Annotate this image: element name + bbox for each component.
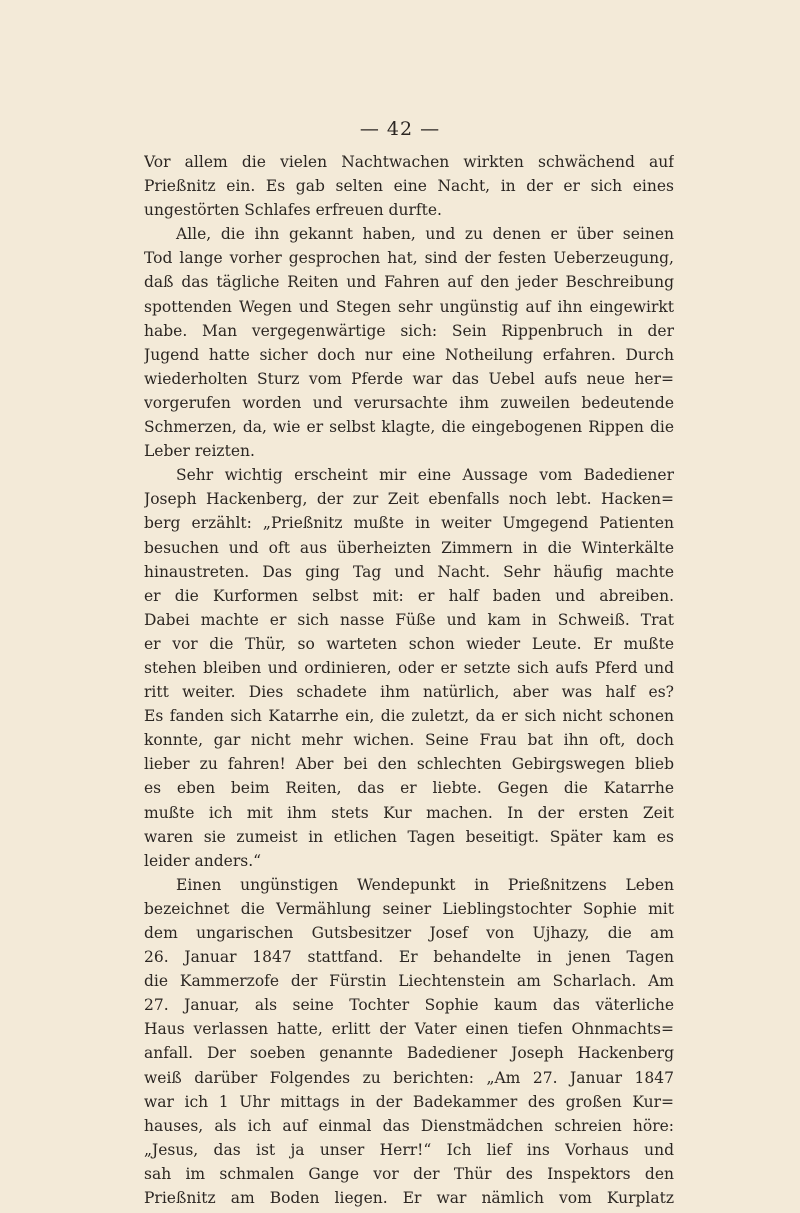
- text-line: Vor allem die vielen Nachtwachen wirkten schwächend auf: [144, 153, 674, 171]
- text-line: anfall. Der soeben genannte Badediener Joseph Hackenberg: [144, 1044, 674, 1063]
- text-line: Prießnitz ein. Es gab selten eine Nacht, in der er sich eines: [144, 177, 674, 196]
- text-line: bezeichnet die Vermählung seiner Lieblingstochter Sophie mit: [144, 899, 674, 918]
- text-line: daß das tägliche Reiten und Fahren auf den jeder Beschreibung: [144, 273, 674, 292]
- text-line: Prießnitz am Boden liegen. Er war nämlich vom Kurplatz: [144, 1189, 674, 1208]
- text-line: weiß darüber Folgendes zu berichten: „Am 27. Januar 1847: [144, 1068, 674, 1087]
- text-line: mußte ich mit ihm stets Kur machen. In der ersten Zeit: [144, 803, 674, 822]
- text-line: hauses, als ich auf einmal das Dienstmädchen schreien höre:: [144, 1116, 674, 1135]
- text-line: berg erzählt: „Prießnitz mußte in weiter Umgegend Patienten: [144, 514, 674, 533]
- text-line: vorgerufen worden und verursachte ihm zuweilen bedeutende: [144, 393, 674, 412]
- text-line: lieber zu fahren! Aber bei den schlechten Gebirgswegen blieb: [144, 755, 674, 774]
- text-line: Leber reizten.: [144, 442, 255, 461]
- text-line: waren sie zumeist in etlichen Tagen beseitigt. Später kam es: [144, 827, 674, 846]
- text-line: Schmerzen, da, wie er selbst klagte, die eingebogenen Rippen die: [144, 418, 674, 437]
- text-line: „Jesus, das ist ja unser Herr!“ Ich lief ins Vorhaus und: [144, 1140, 674, 1159]
- body-text: [144, 150, 674, 1210]
- text-line: Sehr wichtig erscheint mir eine Aussage vom Badediener: [176, 466, 674, 485]
- text-line: ritt weiter. Dies schadete ihm natürlich, aber was half es?: [144, 683, 674, 702]
- text-line: Es fanden sich Katarrhe ein, die zuletzt, da er sich nicht schonen: [144, 707, 674, 726]
- text-line: er die Kurformen selbst mit: er half baden und abreiben.: [144, 586, 674, 605]
- text-line: wiederholten Sturz vom Pferde war das Uebel aufs neue her=: [144, 369, 674, 388]
- text-line: Einen ungünstigen Wendepunkt in Prießnitzens Leben: [176, 875, 674, 894]
- text-line: es eben beim Reiten, das er liebte. Gegen die Katarrhe: [144, 779, 674, 798]
- text-line: ungestörten Schlafes erfreuen durfte.: [144, 201, 442, 220]
- text-line: habe. Man vergegenwärtige sich: Sein Rippenbruch in der: [144, 321, 674, 340]
- text-line: die Kammerzofe der Fürstin Liechtenstein am Scharlach. Am: [144, 972, 674, 991]
- text-line: dem ungarischen Gutsbesitzer Josef von Ujhazy, die am: [144, 924, 674, 942]
- text-line: spottenden Wegen und Stegen sehr ungünstig auf ihn eingewirkt: [144, 297, 674, 316]
- text-line: Haus verlassen hatte, erlitt der Vater einen tiefen Ohnmachts=: [144, 1020, 674, 1039]
- text-line: Joseph Hackenberg, der zur Zeit ebenfalls noch lebt. Hacken=: [144, 490, 674, 509]
- text-line: stehen bleiben und ordinieren, oder er setzte sich aufs Pferd und: [144, 658, 674, 677]
- text-line: sah im schmalen Gange vor der Thür des Inspektors den: [144, 1164, 674, 1183]
- text-line: Alle, die ihn gekannt haben, und zu denen er über seinen: [176, 225, 674, 244]
- text-line: Tod lange vorher gesprochen hat, sind der festen Ueberzeugung,: [144, 249, 674, 268]
- text-line: konnte, gar nicht mehr wichen. Seine Frau bat ihn oft, doch: [144, 731, 674, 750]
- text-line: er vor die Thür, so warteten schon wieder Leute. Er mußte: [144, 634, 674, 653]
- text-line: hinaustreten. Das ging Tag und Nacht. Sehr häufig machte: [144, 562, 674, 581]
- text-line: war ich 1 Uhr mittags in der Badekammer des großen Kur=: [144, 1092, 674, 1111]
- text-line: leider anders.“: [144, 851, 262, 870]
- text-line: Jugend hatte sicher doch nur eine Notheilung erfahren. Durch: [144, 345, 674, 364]
- page-number: — 42 —: [359, 118, 441, 140]
- text-line: 26. Januar 1847 stattfand. Er behandelte in jenen Tagen: [144, 948, 674, 967]
- text-line: Dabei machte er sich nasse Füße und kam in Schweiß. Trat: [144, 610, 674, 629]
- text-line: 27. Januar, als seine Tochter Sophie kaum das väterliche: [144, 996, 674, 1015]
- text-line: besuchen und oft aus überheizten Zimmern in die Winterkälte: [144, 538, 674, 557]
